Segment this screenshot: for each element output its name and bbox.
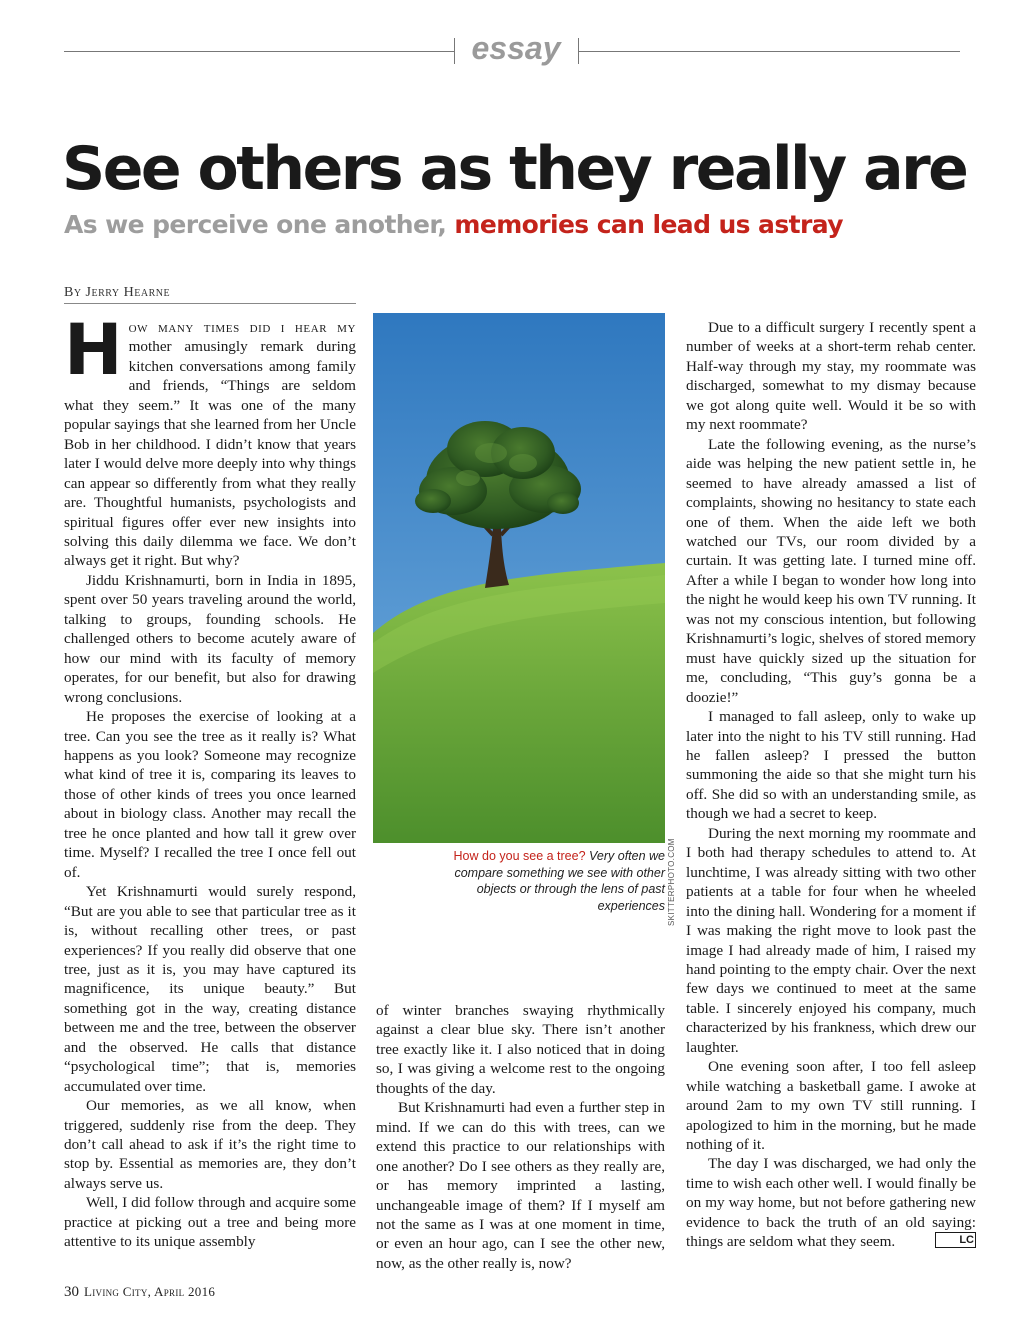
publication-name: Living City, April 2016 <box>84 1284 216 1299</box>
article-paragraph: Well, I did follow through and acquire some practice at picking out a tree and being more attentive to its unique assembly <box>64 1194 356 1251</box>
article-paragraph: During the next morning my roommate and I both had therapy schedules to attend to. At lunchtime, I was already sitting with two other patients at a table for four when he wheeled into the dining hall. Wondering for a moment if I was making the right move to look past the image I had already made of him, I raised my hand pointing to the empty chair. Over the next few days we continued to meet at the same table. I sincerely enjoyed his company, much characterized by his frankness, which drew our laughter. <box>686 824 976 1056</box>
article-column-2 <box>376 1001 665 1273</box>
tree-photo <box>373 313 665 843</box>
subheadline-red: memories can lead us astray <box>454 210 843 239</box>
section-label: essay <box>471 30 561 66</box>
caption-text: Very often we compare something we see with other objects or through the lens of past experiences <box>454 849 665 913</box>
header-rule-tick-left <box>454 38 455 64</box>
photo-credit: SKITTERPHOTO.COM <box>667 838 676 926</box>
article-paragraph: Due to a difficult surgery I recently spent a number of weeks at a short-term rehab center. Half-way through my stay, my roommate was discharged, somewhat to my dismay because we got along quite well. Would it be so with my next roommate? <box>686 319 976 434</box>
article-column-3 <box>686 318 976 1252</box>
article-paragraph: Late the following evening, as the nurse’s aide was helping the new patient settle in, he seemed to have already amassed a list of complaints, showing no hesitancy to state each one of them. When the aide left we both watched our TVs, our room divided by a curtain. It was getting late. I turned mine off. After a while I began to wonder how long into the night he would keep his own TV running. It was not my conscious intention, but following Krishnamurti’s logic, shelves of stored memory must have quickly sized up the situation for me, concluding, “This guy’s gonna be a doozie!” <box>686 435 976 706</box>
page-footer <box>64 1284 215 1301</box>
article-paragraph <box>686 1154 976 1251</box>
article-paragraph: But Krishnamurti had even a further step in mind. If we can do this with trees, can we extend this practice to our relationships with one another? Do I see others as they really are, or has memory imprinted a lasting, unchangeable image of them? If I myself am not the same as I was at one moment in time, or even an hour ago, can I see the other new, now, as the other really is, now? <box>376 1099 665 1272</box>
byline: By Jerry Hearne <box>64 285 171 300</box>
article-paragraph: I managed to fall asleep, only to wake up later into the night to his TV still running. Had he fallen asleep? I pressed the button summoning the aide so that she might turn his off. She did so with an understanding smile, as though we had a secret to keep. <box>686 708 976 823</box>
photo-credit-wrap <box>667 838 679 928</box>
photo-caption <box>440 848 665 914</box>
subheadline <box>64 210 843 239</box>
byline-rule <box>64 303 356 304</box>
page-number: 30 <box>64 1284 79 1300</box>
article-paragraph: One evening soon after, I too fell asleep while watching a basketball game. I awoke at around 2am to my own TV still running. I apologized to him in the morning, but he made nothing of it. <box>686 1058 976 1154</box>
subheadline-grey: As we perceive one another, <box>64 210 447 239</box>
article-paragraph: Yet Krishnamurti would surely respond, “But are you able to see that particular tree as it is, without recalling other trees, or past experiences? If you really did observe that one tree, just as it is, you may have captured its magnificence, its unique beauty.” But something got in the way, creating distance between me and the tree, between the observer and the observed. He calls that distance “psychological time”; that is, memories accumulated over time. <box>64 883 356 1095</box>
header-rule-right <box>578 51 960 52</box>
article-column-1 <box>64 309 356 1252</box>
article-paragraph <box>64 309 356 571</box>
article-paragraph: Jiddu Krishnamurti, born in India in 1895, spent over 50 years traveling around the world, talking to groups, founding schools. He challenged others to become acutely aware of how our mind with its faculty of memory operates, for our benefit, but also for drawing wrong conclusions. <box>64 571 356 706</box>
caption-question: How do you see a tree? <box>453 849 586 863</box>
article-paragraph: Our memories, as we all know, when triggered, suddenly rise from the deep. They don’t call ahead to ask if it’s the right time to stop by. Essential as memories are, they don’t always serve us. <box>64 1097 356 1192</box>
end-mark-icon: LC <box>935 1232 976 1248</box>
page-title: See others as they really are <box>62 134 967 204</box>
header-rule-left <box>64 51 454 52</box>
drop-cap: H <box>64 309 123 391</box>
paragraph-text: mother amusingly remark during kitchen conversations among family and friends, “Things are seldom what they seem.” It was one of the many popular sayings that she learned from her Uncle Bob in her childhood. I didn’t know that years later I would delve more deeply into why things can appear so differently from what they really are. Thoughtful humanists, psychologists and spiritual figures offer ever new insights into solving this daily dilemma we face. We don’t always get it right. But why? <box>64 338 356 570</box>
article-paragraph: He proposes the exercise of looking at a tree. Can you see the tree as it really is? What happens as you look? Someone may recognize what kind of tree it is, comparing its leaves to those of other kinds of trees you once learned about in biology class. Another may recall the tree he once planted and how tall it grew over time. Myself? I recalled the tree I once fell out of. <box>64 708 356 881</box>
tree-illustration <box>373 313 665 843</box>
article-paragraph: of winter branches swaying rhythmically against a clear blue sky. There isn’t another tree exactly like it. I also noticed that in doing so, I was giving a welcome rest to the ongoing thoughts of the day. <box>376 1002 665 1097</box>
paragraph-text: The day I was discharged, we had only the time to wish each other well. I would finally be on my way home, but not before gathering new evidence to back the truth of an old saying: things are seldom what they seem. <box>686 1155 976 1251</box>
lead-in-caps: ow many times did i hear my <box>128 319 356 336</box>
